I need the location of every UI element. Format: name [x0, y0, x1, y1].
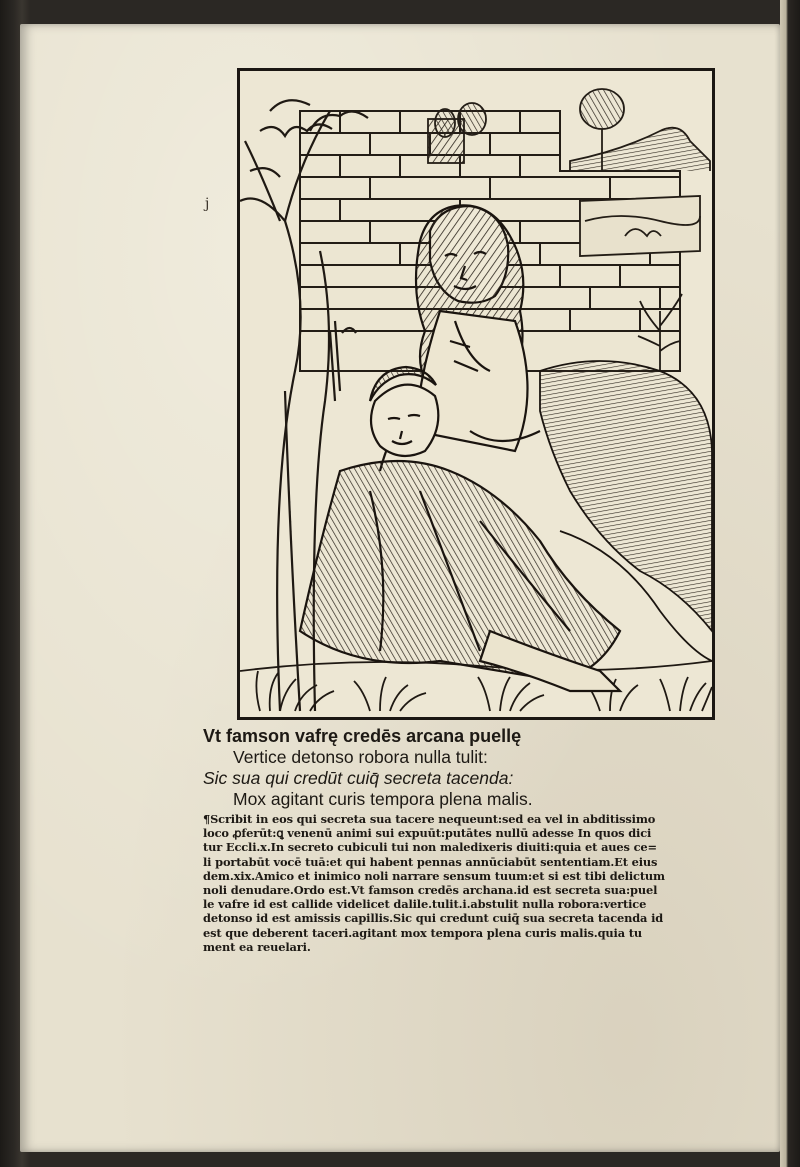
woodcut-illustration [237, 68, 715, 720]
commentary-line: tur Eccli.x.In secreto cubiculi tui non maledixeris diuiti:quia et aues ce= [203, 840, 657, 855]
commentary-line: detonso id est amissis capillis.Sic qui credunt cuiq̄ sua secreta tacenda id [203, 911, 664, 926]
verse-line-4: Mox agitant curis tempora plena malis. [233, 789, 533, 809]
commentary-line: le vafre id est callide videlicet dalile.tulit.i.abstulit nulla robora:vertice [203, 897, 647, 912]
verse-line-1: Vt famson vafrę credēs arcana puellę [203, 726, 522, 746]
commentary-line: noli denudare.Ordo est.Vt famson credēs archana.id est secreta sua:puel [203, 883, 658, 898]
commentary-line: ¶Scribit in eos qui secreta sua tacere nequeunt:sed ea vel in abditissimo [203, 812, 656, 826]
commentary-line: loco ꝓferūt:ꝗ venenū animi sui expuūt:putātes nullū adesse In quos dici [203, 826, 652, 841]
margin-mark: j [205, 196, 210, 212]
commentary-line: ment ea reuelari. [203, 939, 311, 954]
verse-line-3: Sic sua qui credūt cuiq̄ secreta tacenda: [203, 768, 514, 788]
commentary-line: dem.xix.Amico et inimico noli narrare sensum tuum:et si est tibi delictum [203, 868, 665, 883]
verse-line-2: Vertice detonso robora nulla tulit: [233, 747, 488, 767]
facing-page-edge [780, 0, 800, 1167]
caption-block [203, 726, 743, 954]
commentary-text [203, 812, 743, 954]
commentary-line: est que deberent taceri.agitant mox tempora plena curis malis.quia tu [203, 925, 643, 940]
samson-delilah-woodcut [240, 71, 712, 717]
commentary-line: li portabūt vocē tuā:et qui habent pennas annūciabūt sententiam.Et eius [203, 854, 658, 869]
